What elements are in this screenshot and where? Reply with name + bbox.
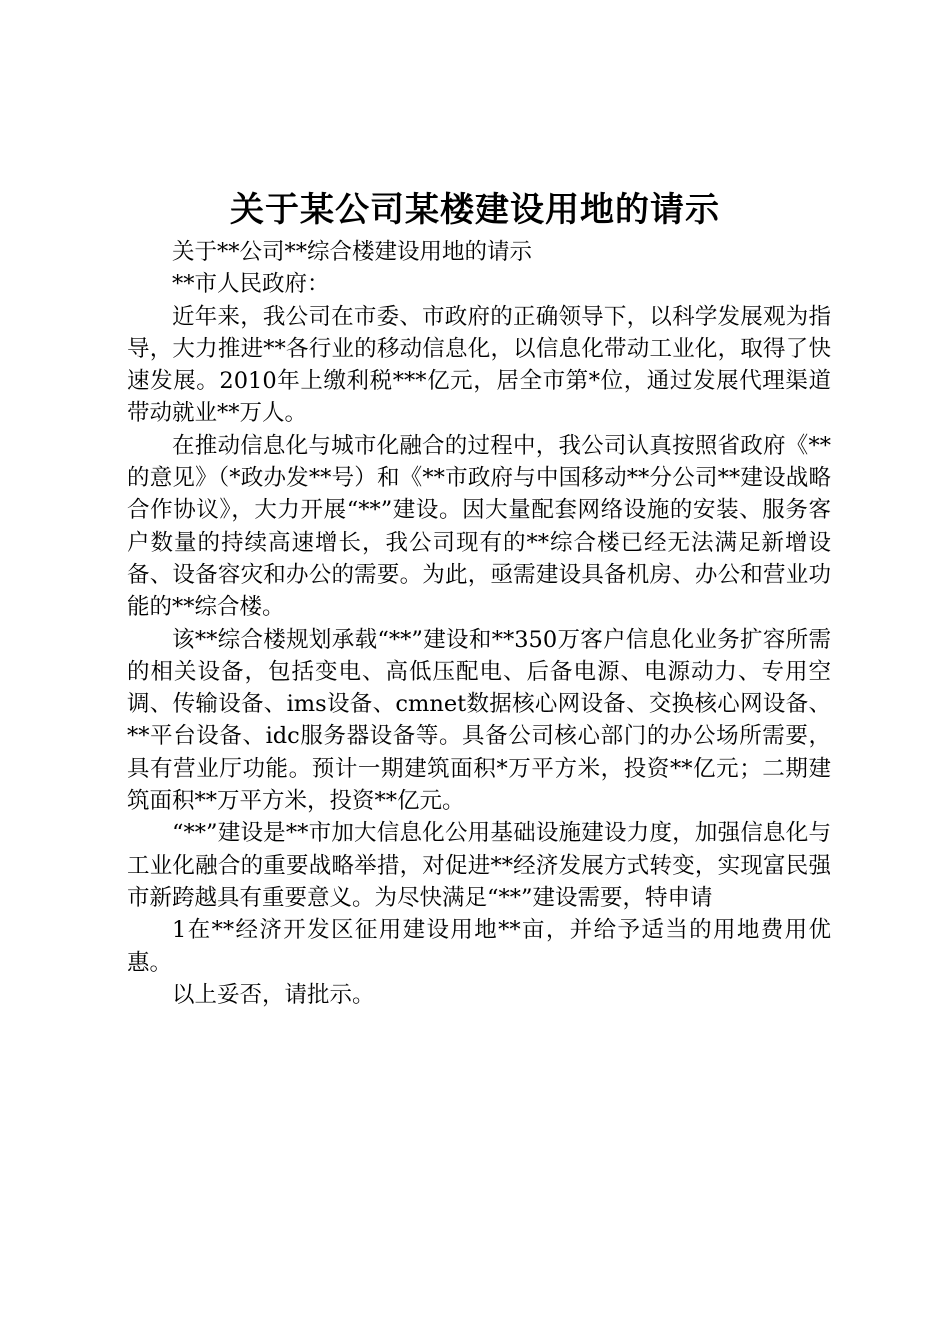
paragraph-background: 在推动信息化与城市化融合的过程中，我公司认真按照省政府《**的意见》（*政办发**号）和《**市政府与中国移动**分公司**建设战略合作协议》，大力开展“**”建设。因大量配套网络设施的安装、服务客户数量的持续高速增长，我公司现有的**综合楼已经无法满足新增设备、设备容灾和办公的需要。为此，亟需建设具备机房、办公和营业功能的**综合楼。 <box>127 432 831 621</box>
paragraph-intro: 近年来，我公司在市委、市政府的正确领导下，以科学发展观为指导，大力推进**各行业的移动信息化，以信息化带动工业化，取得了快速发展。2010年上缴利税***亿元，居全市第*位，通过发展代理渠道带动就业**万人。 <box>127 303 831 427</box>
paragraph-significance: “**”建设是**市加大信息化公用基础设施建设力度，加强信息化与工业化融合的重要战略举措，对促进**经济发展方式转变，实现富民强市新跨越具有重要意义。为尽快满足“**”建设需要，特申请 <box>127 820 831 911</box>
paragraph-request: 1在**经济开发区征用建设用地**亩，并给予适当的用地费用优惠。 <box>127 917 831 976</box>
paragraph-closing: 以上妥否，请批示。 <box>172 981 375 1008</box>
paragraph-subject: 关于**公司**综合楼建设用地的请示 <box>172 239 533 265</box>
paragraph-addressee: **市人民政府： <box>172 271 330 298</box>
paragraph-plan: 该**综合楼规划承载“**”建设和**350万客户信息化业务扩容所需的相关设备，包括变电、高低压配电、后备电源、电源动力、专用空调、传输设备、ims设备、cmnet数据核心网设备、交换核心网设备、**平台设备、idc服务器设备等。具备公司核心部门的办公场所需要，具有营业厅功能。预计一期建筑面积*万平方米，投资**亿元；二期建筑面积**万平方米，投资**亿元。 <box>127 626 831 815</box>
document-title: 关于某公司某楼建设用地的请示 <box>230 190 720 230</box>
document-body <box>127 236 831 1011</box>
